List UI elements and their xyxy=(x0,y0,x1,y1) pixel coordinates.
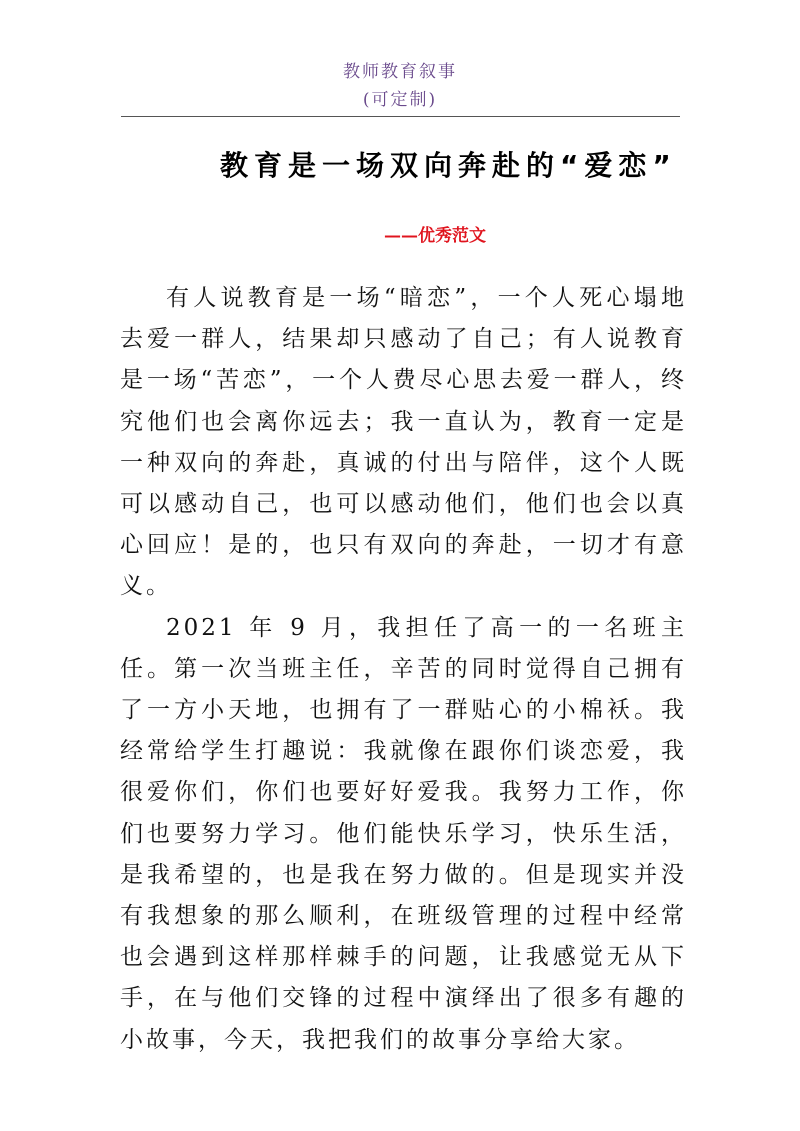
header-divider xyxy=(121,116,680,117)
page-header xyxy=(120,58,680,114)
document-body xyxy=(120,278,687,1061)
document-subtitle: ——优秀范文 xyxy=(384,226,486,246)
header-title: 教师教育叙事 xyxy=(343,62,457,82)
header-note: (可定制) xyxy=(362,90,438,110)
paragraph-1: 有人说教育是一场“暗恋”，一个人死心塌地去爱一群人，结果却只感动了自己；有人说教育是一场“苦恋”，一个人费尽心思去爱一群人，终究他们也会离你远去；我一直认为，教育一定是一种双向的奔赴，真诚的付出与陪伴，这个人既可以感动自己，也可以感动他们，他们也会以真心回应！是的，也只有双向的奔赴，一切才有意义。 xyxy=(120,285,687,600)
paragraph-2: 2021 年 9 月，我担任了高一的一名班主任。第一次当班主任，辛苦的同时觉得自己拥有了一方小天地，也拥有了一群贴心的小棉袄。我经常给学生打趣说：我就像在跟你们谈恋爱，我很爱你们，你们也要好好爱我。我努力工作，你们也要努力学习。他们能快乐学习，快乐生活，是我希望的，也是我在努力做的。但是现实并没有我想象的那么顺利，在班级管理的过程中经常也会遇到这样那样棘手的问题，让我感觉无从下手，在与他们交锋的过程中演绎出了很多有趣的小故事，今天，我把我们的故事分享给大家。 xyxy=(120,614,687,1053)
document-title: 教育是一场双向奔赴的“爱恋” xyxy=(220,149,677,182)
